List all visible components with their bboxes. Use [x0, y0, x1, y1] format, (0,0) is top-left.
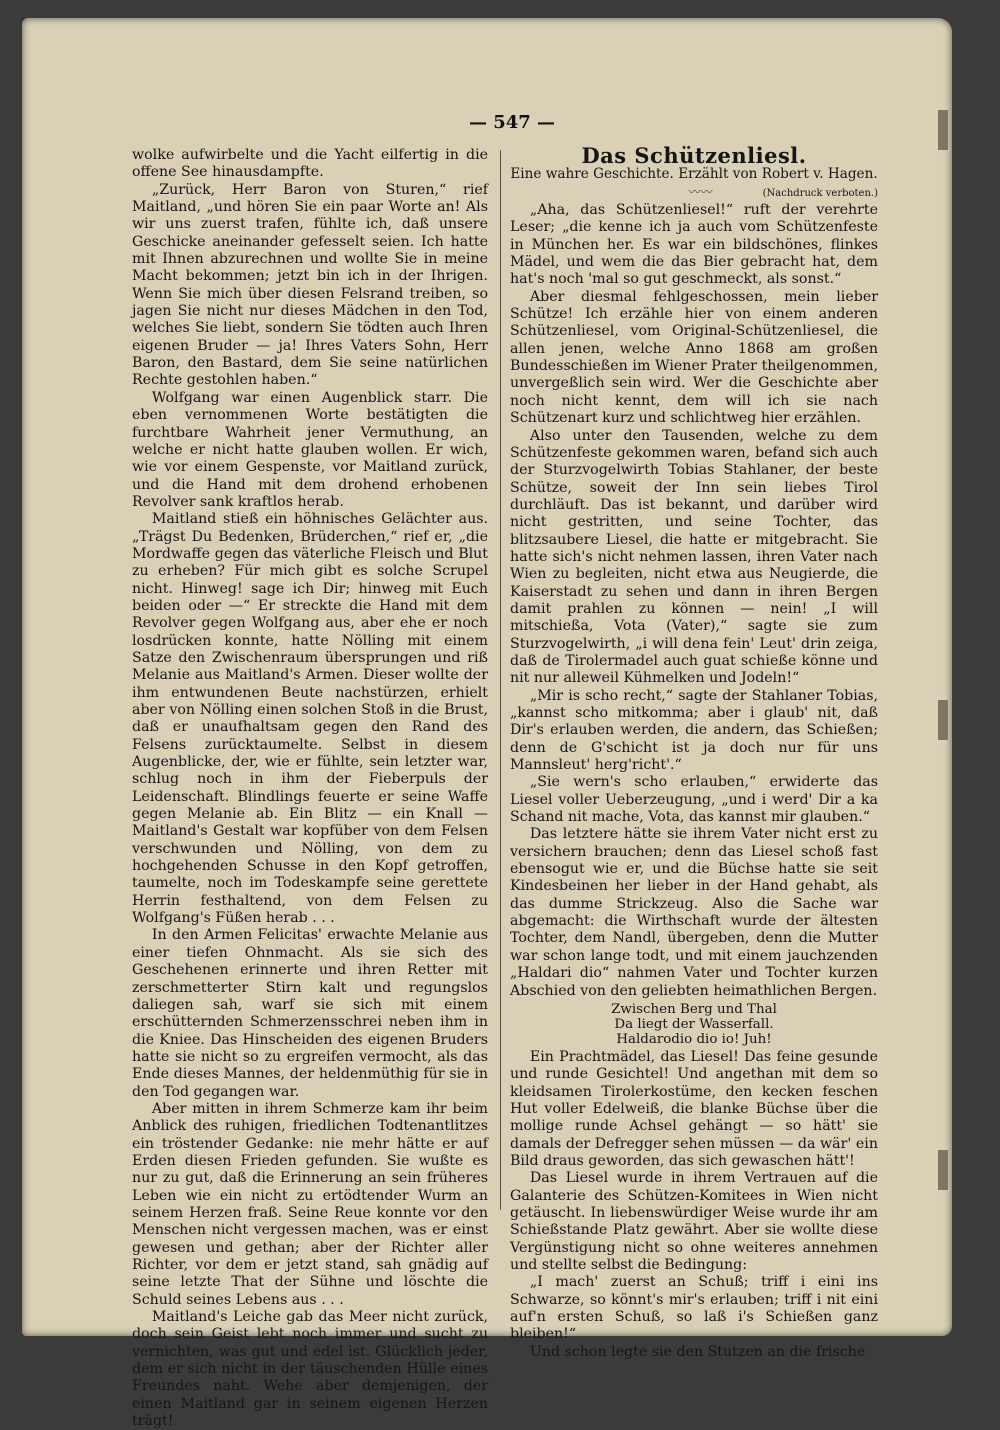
story-title: Das Schützenliesl.	[581, 143, 807, 168]
left-column	[132, 147, 488, 1430]
column-divider	[500, 150, 501, 1210]
paragraph: Wolfgang war einen Augenblick starr. Die eben vernommenen Worte bestätigten die furchtbare Wahrheit jener Vermuthung, an welche er nicht hatte glauben wollen. Er wich, wie vor einem Gespenste, vor Maitland zurück, und die Hand mit dem drohend erhobenen Revolver sank kraftlos herab.	[132, 389, 488, 510]
right-column	[510, 143, 878, 1361]
paragraph: In den Armen Felicitas' erwachte Melanie aus einer tiefen Ohnmacht. Als sie sich des Geschehenen erinnerte und ihren Retter mit zerschmetterter Stirn kalt und regungslos daliegen sah, warf sie sich mit einem erschütternden Schmerzensschrei neben ihm in die Kniee. Das Hinscheiden des eigenen Bruders hatte sie nicht so zu ergreifen vermocht, als das Ende dieses Mannes, der heldenmüthig für sie in den Tod gegangen war.	[132, 927, 488, 1100]
verse-line: Haldarodio dio io! Juh!	[616, 1031, 772, 1047]
paragraph: Aber diesmal fehlgeschossen, mein lieber Schütze! Ich erzähle hier von einem anderen Schützenliesel, vom Original-Schützenliesel, die allen jenen, welche Anno 1868 am großen Bundesschießen im Wiener Prater theilgenommen, unvergeßlich sein wird. Wer die Geschichte aber noch nicht kennt, dem will ich sie nach Schützenart kurz und schlichtweg hier erzählen.	[510, 288, 878, 427]
paragraph: Maitland stieß ein höhnisches Gelächter aus. „Trägst Du Bedenken, Brüderchen,“ rief er, „die Mordwaffe gegen das väterliche Fleisch und Blut zu erheben? Für mich gibt es solche Scrupel nicht. Hinweg! sage ich Dir; hinweg mit Euch beiden oder —“ Er streckte die Hand mit dem Revolver gegen Wolfgang aus, aber ehe er noch losdrücken konnte, hatte Nölling mit einem Satze den Zwischenraum übersprungen und riß Melanie aus Maitland's Armen. Dieser wollte der ihm entwundenen Beute nachstürzen, erhielt aber von Nölling einen solchen Stoß in die Brust, daß er unaufhaltsam gegen den Rand des Felsens zurücktaumelte. Selbst in diesem Augenblicke, der, wie er fühlte, sein letzter war, schlug noch in ihm der Fieberpuls der Leidenschaft. Blindlings feuerte er seine Waffe gegen Melanie ab. Ein Blitz — ein Knall — Maitland's Gestalt war kopfüber von dem Felsen verschwunden und Nölling, von dem zu hochgehenden Schusse in den Kopf getroffen, taumelte, noch im Todeskampfe seine gerettete Herrin festhaltend, von dem Felsen zu Wolfgang's Füßen herab . . .	[132, 511, 488, 927]
reprint-notice-text: (Nachdruck verboten.)	[762, 187, 878, 199]
reprint-notice	[510, 184, 878, 202]
paragraph: Ein Prachtmädel, das Liesel! Das feine gesunde und runde Gesichtel! Und angethan mit dem so kleidsamen Tirolerkostüme, den kecken feschen Hut voller Edelweiß, die blanke Büchse über die mollige runde Achsel gehängt — so hätt' sie damals der Defregger sehen müssen — da wär' ein Bild draus geworden, das sich gewaschen hätt'!	[510, 1048, 878, 1169]
paragraph: Maitland's Leiche gab das Meer nicht zurück, doch sein Geist lebt noch immer und sucht zu vernichten, was gut und edel ist. Glücklich jeder, dem er sich nicht in der täuschenden Hülle eines Freundes naht. Wehe aber demjenigen, der einen Maitland gar in seinem eigenen Herzen trägt!	[132, 1309, 488, 1430]
paragraph: Und schon legte sie den Stutzen an die frische	[529, 1343, 866, 1360]
page-edge-tab	[938, 1150, 948, 1190]
paragraph: Aber mitten in ihrem Schmerze kam ihr beim Anblick des ruhigen, friedlichen Todtenantlitzes ein tröstender Gedanke: nie mehr hätte er auf Erden diesen Frieden gefunden. Sie wußte es nur zu gut, daß die Erinnerung an sein früheres Leben wie ein nicht zu ertödtender Wurm an seinem Herzen fraß. Seine Reue konnte vor den Menschen nicht vergessen machen, was er einst gewesen und gethan; aber der Richter aller Richter, vor dem er jetzt stand, sah gnädig auf seine letzte That der Sühne und löschte die Schuld seines Lebens aus . . .	[132, 1100, 488, 1308]
paragraph: Also unter den Tausenden, welche zu dem Schützenfeste gekommen waren, befand sich auch der Sturzvogelwirth Tobias Stahlaner, der beste Schütze, soweit der Inn sein liebes Tirol durchläuft. Das ist bekannt, und darüber wird nicht gestritten, und seine Tochter, das blitzsaubere Liesel, die hatte er mitgebracht. Sie hatte sich's nicht nehmen lassen, ihren Vater nach Wien zu begleiten, nicht etwa aus Neugierde, die Kaiserstadt zu sehen und dann in ihren Bergen damit prahlen zu können — nein! „I will mitschießa, Vota (Vater),“ sagte sie zum Sturzvogelwirth, „i will dena fein' Leut' drin zeiga, daß de Tirolermadel auch guat schieße könne und nit nur alleweil Kühmelken und Jodeln!“	[510, 427, 878, 687]
paragraph: Das letztere hätte sie ihrem Vater nicht erst zu versichern brauchen; denn das Liesel schoß fast ebensogut wie er, und die Büchse hatte sie seit Kindesbeinen her lieber in der Hand gehabt, als das dumme Strickzeug. Also die Sache war abgemacht: die Wirthschaft wurde der ältesten Tochter, dem Nandl, übergeben, denn die Mutter war schon lange todt, und mit einem jauchzenden „Haldari dio“ nahmen Vater und Tochter kurzen Abschied von den geliebten heimathlichen Bergen.	[510, 826, 878, 999]
paragraph: „I mach' zuerst an Schuß; triff i eini ins Schwarze, so könnt's mir's erlauben; triff i nit eini auf'n ersten Schuß, so laß i's Schießen ganz bleiben!“	[510, 1274, 878, 1343]
paragraph: „Mir is scho recht,“ sagte der Stahlaner Tobias, „kannst scho mitkomma; aber i glaub' nit, daß Dir's erlauben werden, die andern, das Schießen; denn de G'schicht ist ja doch nur für uns Mannsleut' herg'richt'.“	[510, 687, 878, 774]
page-edge-tab	[938, 700, 948, 740]
verse-line: Da liegt der Wasserfall.	[614, 1016, 774, 1032]
paragraph: Das Liesel wurde in ihrem Vertrauen auf die Galanterie des Schützen-Komitees in Wien nicht getäuscht. In liebenswürdiger Weise wurde ihr am Schießstande Platz gewährt. Aber sie wollte diese Vergünstigung nicht so ohne weiteres annehmen und stellte selbst die Bedingung:	[510, 1170, 878, 1273]
verse-line: Zwischen Berg und Thal	[611, 1001, 777, 1017]
paragraph: wolke aufwirbelte und die Yacht eilfertig in die offene See hinausdampfte.	[132, 147, 488, 181]
paragraph: „Sie wern's scho erlauben,“ erwiderte das Liesel voller Ueberzeugung, „und i werd' Dir a ka Schand nit mache, Vota, das kannst mir glauben.“	[510, 774, 878, 826]
wave-ornament-icon: 〰〰	[688, 184, 713, 199]
story-subtitle: Eine wahre Geschichte. Erzählt von Robert v. Hagen.	[510, 166, 878, 183]
page-number: — 547 —	[468, 112, 556, 133]
song-verse	[510, 1002, 878, 1047]
page-edge-tab	[938, 110, 948, 150]
paragraph: „Aha, das Schützenliesel!“ ruft der verehrte Leser; „die kenne ich ja auch vom Schützenfeste in München her. Es war ein bildschönes, flinkes Mädel, und wem die das Bier gebracht hat, dem hat's noch 'mal so gut geschmeckt, als sonst.“	[510, 202, 878, 288]
paragraph: „Zurück, Herr Baron von Sturen,“ rief Maitland, „und hören Sie ein paar Worte an! Als wir uns zuerst trafen, fühlte ich, daß unsere Geschicke aneinander gefesselt seien. Ich hatte mit Ihnen abzurechnen und wollte Sie in meine Macht bekommen; jetzt bin ich in der Ihrigen. Wenn Sie mich über diesen Felsrand treiben, so jagen Sie nicht nur dieses Mädchen in den Tod, welches Sie liebt, sondern Sie tödten auch Ihren eigenen Bruder — ja! Ihres Vaters Sohn, Herr Baron, den Bastard, dem Sie seine natürlichen Rechte gestohlen haben.“	[132, 181, 488, 389]
